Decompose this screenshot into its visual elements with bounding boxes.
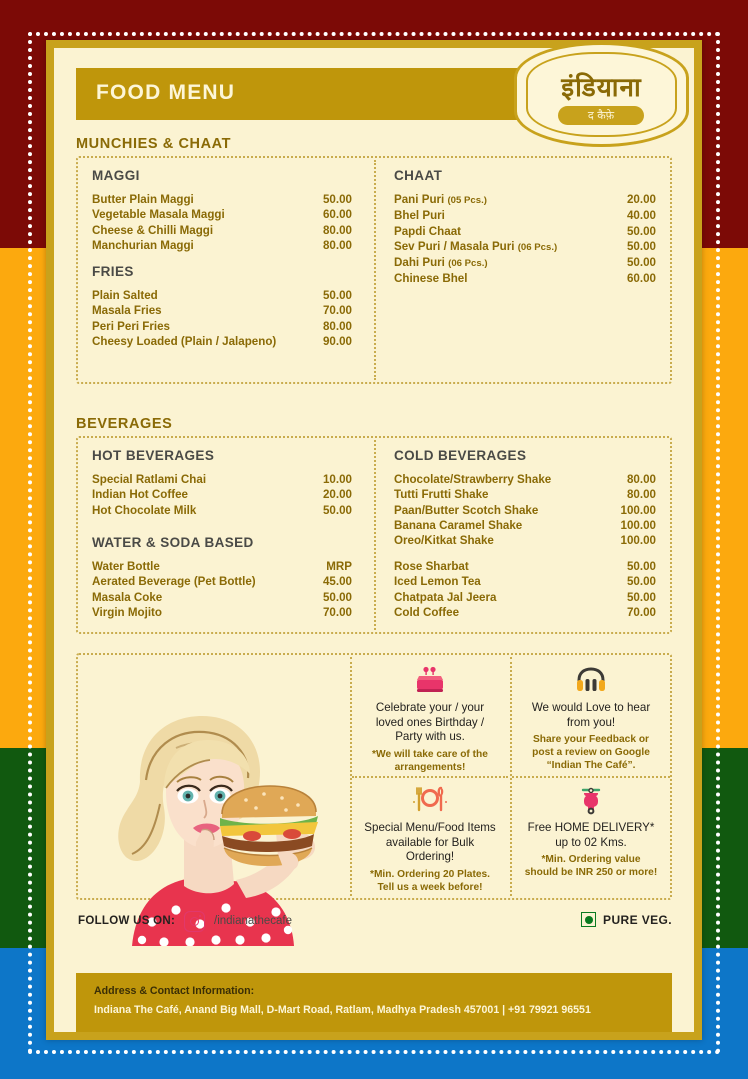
- menu-item-name: Papdi Chaat: [394, 224, 461, 238]
- menu-item-price: 80.00: [322, 223, 352, 237]
- menu-item-name: Bhel Puri: [394, 209, 445, 223]
- menu-item-price: 40.00: [626, 209, 656, 223]
- menu-item-name: Chatpata Jal Jeera: [394, 590, 497, 604]
- menu-item-price: 80.00: [322, 238, 352, 252]
- menu-item-name: Virgin Mojito: [92, 605, 162, 619]
- pure-veg-label: PURE VEG.: [603, 912, 672, 927]
- menu-item-price: 50.00: [322, 503, 352, 517]
- menu-item-price: 50.00: [626, 590, 656, 604]
- category-title-chaat: CHAAT: [394, 168, 443, 183]
- footer-address-value: Indiana The Café, Anand Big Mall, D-Mart Road, Ratlam, Madhya Pradesh 457001 | +91 79921 96551: [94, 1004, 591, 1016]
- menu-item-name: Special Ratlami Chai: [92, 473, 207, 486]
- menu-item-price: 50.00: [322, 590, 352, 604]
- category-title-fries: FRIES: [92, 264, 134, 279]
- menu-item-price: 80.00: [322, 319, 352, 333]
- menu-item-name: Masala Fries: [92, 304, 162, 318]
- menu-item-price: 20.00: [322, 488, 352, 502]
- menu-item-name: Tutti Frutti Shake: [394, 488, 489, 502]
- promo-delivery-heading: Free HOME DELIVERY* up to 02 Kms.: [527, 821, 655, 849]
- menu-item-name: Hot Chocolate Milk: [92, 503, 197, 517]
- menu-item-price: 80.00: [626, 488, 656, 502]
- menu-item-name: Banana Caramel Shake: [394, 518, 523, 532]
- menu-item-name: Pani Puri (05 Pcs.): [394, 193, 487, 206]
- section-title-munchies: MUNCHIES & CHAAT: [76, 136, 232, 152]
- menu-item-price: 70.00: [626, 605, 656, 619]
- menu-item-price: 10.00: [322, 473, 352, 486]
- menu-item-price: 50.00: [626, 224, 656, 238]
- category-title-water-soda: WATER & SODA BASED: [92, 535, 254, 550]
- menu-item-name: Iced Lemon Tea: [394, 575, 481, 589]
- menu-item-price: 50.00: [626, 560, 656, 573]
- menu-item-name: Paan/Butter Scotch Shake: [394, 503, 539, 517]
- category-title-hot-beverages: HOT BEVERAGES: [92, 448, 215, 463]
- menu-item-price: MRP: [326, 560, 352, 573]
- menu-item-price: 100.00: [620, 518, 656, 532]
- menu-item-name: Masala Coke: [92, 590, 163, 604]
- menu-item-name: Cold Coffee: [394, 605, 460, 619]
- menu-item-price: 60.00: [626, 272, 656, 286]
- menu-item-name: Cheesy Loaded (Plain / Jalapeno): [92, 334, 277, 348]
- section-title-beverages: BEVERAGES: [76, 416, 173, 432]
- menu-item-name: Rose Sharbat: [394, 560, 469, 573]
- menu-item-name: Indian Hot Coffee: [92, 488, 188, 502]
- promo-feedback-heading: We would Love to hear from you!: [531, 701, 651, 729]
- page-title: FOOD MENU: [96, 81, 236, 104]
- menu-item-name: Dahi Puri (06 Pcs.): [394, 256, 488, 270]
- menu-item-name: Oreo/Kitkat Shake: [394, 534, 494, 548]
- menu-item-price: 50.00: [626, 256, 656, 270]
- promo-bulk-note: *Min. Ordering 20 Plates. Tell us a week before!: [369, 868, 491, 893]
- promo-delivery-note: *Min. Ordering value should be INR 250 or more!: [524, 854, 658, 879]
- category-title-maggi: MAGGI: [92, 168, 140, 183]
- menu-item-price: 90.00: [322, 334, 352, 348]
- menu-item-price: 50.00: [322, 289, 352, 302]
- menu-item-price: 100.00: [620, 503, 656, 517]
- menu-item-name: Cheese & Chilli Maggi: [92, 223, 214, 237]
- menu-item-note: (05 Pcs.): [447, 195, 487, 206]
- promo-bulk-heading: Special Menu/Food Items available for Bulk Ordering!: [364, 821, 496, 864]
- follow-us-label: FOLLOW US ON:: [78, 915, 176, 927]
- menu-item-name: Manchurian Maggi: [92, 238, 194, 252]
- promo-feedback-note: Share your Feedback or post a review on Google “Indian The Café”.: [532, 734, 650, 772]
- menu-item-name: Chinese Bhel: [394, 272, 468, 286]
- menu-item-name: Aerated Beverage (Pet Bottle): [92, 575, 256, 589]
- menu-item-name: Peri Peri Fries: [92, 319, 170, 333]
- menu-item-price: 50.00: [322, 193, 352, 206]
- category-title-cold-beverages: COLD BEVERAGES: [394, 448, 527, 463]
- footer-address-label: Address & Contact Information:: [94, 985, 255, 997]
- menu-item-name: Vegetable Masala Maggi: [92, 208, 225, 222]
- promo-birthday-heading: Celebrate your / your loved ones Birthday / Party with us.: [375, 701, 485, 744]
- menu-item-name: Butter Plain Maggi: [92, 193, 194, 206]
- menu-item-price: 50.00: [626, 575, 656, 589]
- menu-item-price: 70.00: [322, 304, 352, 318]
- logo-brand-tagline: द कैफ़े: [558, 106, 644, 125]
- menu-item-price: 50.00: [626, 239, 656, 253]
- menu-item-note: (06 Pcs.): [448, 258, 488, 270]
- menu-item-price: 70.00: [322, 605, 352, 619]
- promo-birthday-note: *We will take care of the arrangements!: [372, 748, 488, 773]
- menu-item-name: Sev Puri / Masala Puri (06 Pcs.): [394, 239, 558, 253]
- menu-item-price: 60.00: [322, 208, 352, 222]
- menu-item-price: 100.00: [620, 534, 656, 548]
- menu-item-name: Chocolate/Strawberry Shake: [394, 473, 552, 486]
- decorative-dotted-frame: [28, 32, 720, 1054]
- menu-item-name: Plain Salted: [92, 289, 158, 302]
- menu-item-price: 45.00: [322, 575, 352, 589]
- menu-item-name: Water Bottle: [92, 560, 160, 573]
- logo-brand-name: इंडियाना: [561, 73, 642, 103]
- instagram-handle[interactable]: /indianathecafe: [214, 915, 293, 927]
- menu-item-note: (06 Pcs.): [517, 241, 558, 253]
- menu-item-price: 20.00: [626, 193, 656, 206]
- menu-item-price: 80.00: [626, 473, 656, 486]
